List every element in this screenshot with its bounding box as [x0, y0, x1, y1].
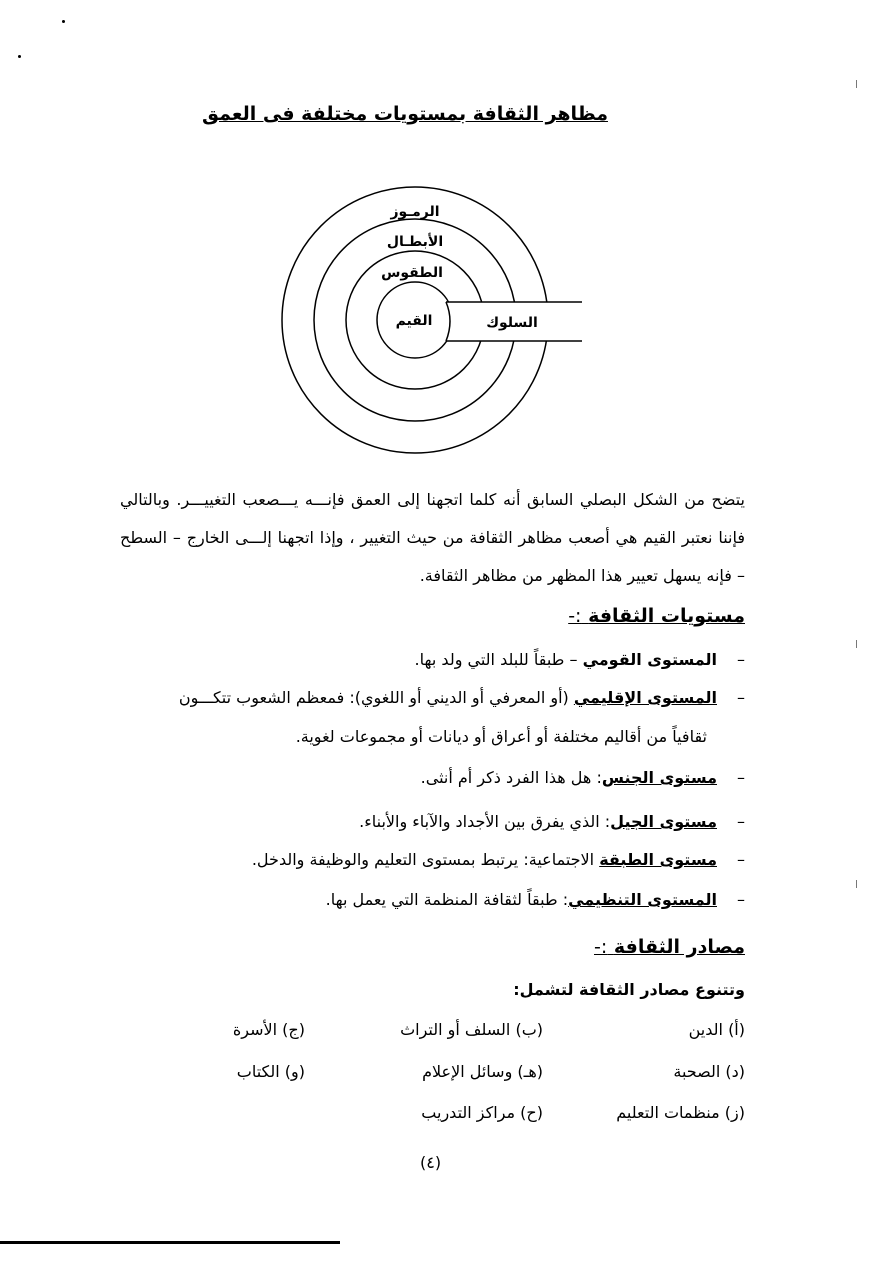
sources-heading-suffix: :-	[594, 936, 608, 958]
level-item	[421, 768, 745, 787]
level-item	[252, 850, 745, 869]
source-item: (ح) مراكز التدريب	[421, 1103, 543, 1122]
level-text: – طبقاً للبلد التي ولد بها.	[414, 650, 583, 669]
label-heroes: الأبطـال	[386, 234, 444, 250]
level-term: المستوى التنظيمي	[568, 890, 717, 909]
dash-bullet: –	[737, 850, 745, 869]
source-item: (ج) الأسرة	[232, 1020, 305, 1039]
scan-speck	[62, 20, 65, 23]
intro-paragraph	[120, 481, 745, 595]
source-item: (هـ) وسائل الإعلام	[422, 1062, 543, 1081]
level-term: المستوى القومي	[582, 650, 717, 669]
label-behavior: السلوك	[486, 315, 538, 331]
level-item	[359, 812, 745, 831]
dash-bullet: –	[737, 650, 745, 669]
level-item	[415, 650, 745, 669]
dash-bullet: –	[737, 768, 745, 787]
scan-mark	[856, 640, 857, 648]
level-item	[179, 688, 745, 707]
dash-bullet: –	[737, 890, 745, 909]
level-term: مستوى الطبقة	[599, 850, 717, 869]
level-text: الاجتماعية: يرتبط بمستوى التعليم والوظيفة والدخل.	[251, 850, 600, 869]
scan-mark	[856, 880, 857, 888]
dash-bullet: –	[737, 812, 745, 831]
footer-rule	[0, 1241, 340, 1244]
intro-text: يتضح من الشكل البصلي السابق أنه كلما اتجهنا إلى العمق فإنـــه يـــصعب التغييـــر. وبالتالي فإننا نعتبر القيم هي أصعب مظاهر الثقافة من حيث التغيير ، وإذا اتجهنا إلـــى الخارج – السطح – فإنه يسهل تعيير هذا المظهر من مظاهر الثقافة.	[120, 490, 745, 585]
sources-heading	[594, 936, 745, 958]
source-item: (ز) منظمات التعليم	[616, 1103, 745, 1122]
source-item: (ب) السلف أو التراث	[400, 1020, 543, 1039]
onion-diagram	[270, 180, 600, 460]
sources-heading-text: مصادر الثقافة	[613, 936, 745, 958]
scan-speck	[18, 55, 21, 58]
level-term: المستوى الإقليمي	[573, 688, 717, 707]
label-symbols: الرمـوز	[390, 204, 440, 220]
sources-intro: وتتنوع مصادر الثقافة لتشمل:	[513, 980, 745, 999]
levels-heading	[568, 605, 745, 627]
levels-heading-text: مستويات الثقافة	[588, 605, 745, 627]
level-text: : الذي يفرق بين الأجداد والآباء والأبناء.	[359, 812, 611, 831]
page-title: مظاهر الثقافة بمستويات مختلفة فى العمق	[202, 103, 608, 125]
label-rituals: الطقوس	[381, 265, 443, 281]
page-number: (٤)	[420, 1153, 442, 1172]
level-text: : طبقاً لثقافة المنظمة التي يعمل بها.	[325, 890, 569, 909]
source-item: (و) الكتاب	[236, 1062, 305, 1081]
source-item: (د) الصحبة	[673, 1062, 745, 1081]
label-values: القيم	[395, 313, 433, 329]
source-item: (أ) الدين	[688, 1020, 745, 1039]
level-term: مستوى الجيل	[610, 812, 717, 831]
level-text: (أو المعرفي أو الديني أو اللغوي): فمعظم الشعوب تتكـــون	[178, 688, 574, 707]
level-text: : هل هذا الفرد ذكر أم أنثى.	[420, 768, 602, 787]
level-term: مستوى الجنس	[601, 768, 717, 787]
level-item-continuation: ثقافياً من أقاليم مختلفة أو أعراق أو ديانات أو مجموعات لغوية.	[295, 727, 707, 746]
scan-mark	[856, 80, 857, 88]
level-item	[326, 890, 745, 909]
dash-bullet: –	[737, 688, 745, 707]
levels-heading-suffix: :-	[568, 605, 582, 627]
